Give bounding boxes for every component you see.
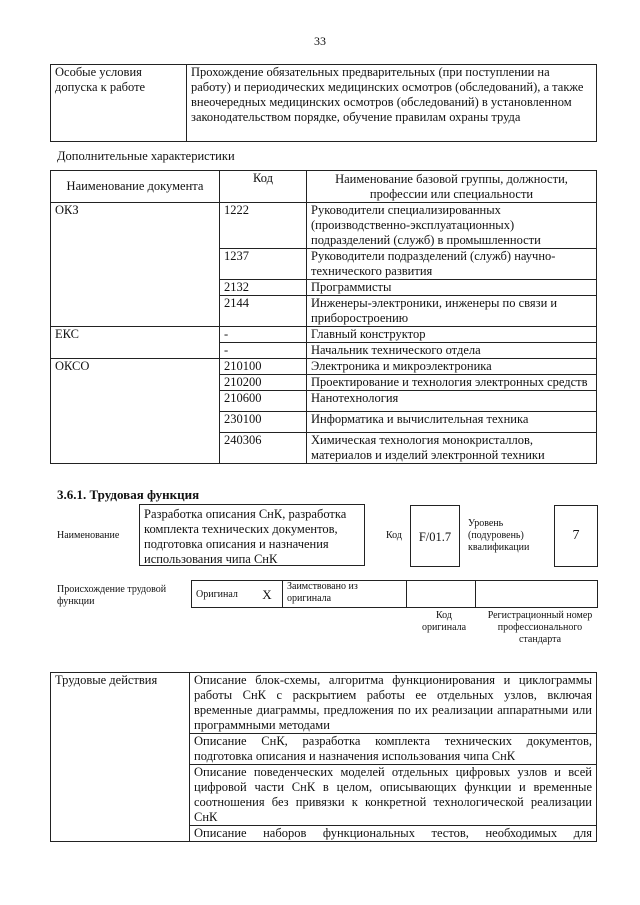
code-cell: - xyxy=(220,343,307,359)
name-cell: Нанотехнология xyxy=(307,391,597,412)
special-conditions-text: Прохождение обязательных предварительных (при поступлении на работу) и периодических медицинских осмотров (обследований), а также внеочередных медицинских осмотров (обследований) в установленном законодательством порядке, обучение правилам охраны труда xyxy=(187,65,597,142)
special-conditions-table xyxy=(50,64,597,142)
original-code-cell xyxy=(407,581,476,608)
labor-action-item: Описание СнК, разработка комплекта технических документов, подготовка описания и назначения использования чипа СнК xyxy=(190,734,597,765)
borrowed-label: Заимствовано из оригинала xyxy=(283,581,407,608)
name-cell: Руководители специализированных (производственно-эксплуатационных) подразделений (служб) в промышленности xyxy=(307,203,597,249)
labor-actions-table xyxy=(50,672,597,842)
labor-function-title: 3.6.1. Трудовая функция xyxy=(57,487,200,502)
name-cell: Информатика и вычислительная техника xyxy=(307,412,597,433)
name-cell: Химическая технология монокристаллов, материалов и изделий электронной техники xyxy=(307,433,597,464)
function-code-box: F/01.7 xyxy=(410,505,460,567)
qualification-level-label: Уровень (подуровень) квалификации xyxy=(468,518,530,553)
table-row xyxy=(51,673,597,734)
code-cell: 2144 xyxy=(220,296,307,327)
header-document: Наименование документа xyxy=(51,171,220,203)
table-row xyxy=(51,327,597,343)
table-row xyxy=(51,203,597,249)
qualification-level-box: 7 xyxy=(554,505,598,567)
name-cell: Руководители подразделений (служб) научно-технического развития xyxy=(307,249,597,280)
code-cell: 210100 xyxy=(220,359,307,375)
name-cell: Главный конструктор xyxy=(307,327,597,343)
name-cell: Инженеры-электроники, инженеры по связи и приборостроению xyxy=(307,296,597,327)
page-number: 33 xyxy=(314,34,326,48)
original-label: Оригинал xyxy=(192,581,253,608)
registration-number-caption: Регистрационный номер профессионального стандарта xyxy=(487,610,593,645)
code-label: Код xyxy=(386,530,402,541)
labor-action-item: Описание блок-схемы, алгоритма функционирования и циклограммы работы СнК с раскрытием работы ее отдельных узлов, включая временные диаграммы, предложения по их реализации аппаратными или программными методами xyxy=(190,673,597,734)
name-cell: Начальник технического отдела xyxy=(307,343,597,359)
labor-action-item: Описание поведенческих моделей отдельных цифровых узлов и всей цифровой части СнК в целом, описывающих функции и временные соотношения без привязки к конкретной технологической реализации СнК xyxy=(190,765,597,826)
doc-okso: ОКСО xyxy=(51,359,220,464)
special-conditions-label: Особые условия допуска к работе xyxy=(51,65,187,142)
code-cell: 240306 xyxy=(220,433,307,464)
name-cell: Программисты xyxy=(307,280,597,296)
name-label: Наименование xyxy=(57,530,120,541)
code-cell: - xyxy=(220,327,307,343)
registration-number-cell xyxy=(476,581,598,608)
code-cell: 210200 xyxy=(220,375,307,391)
additional-characteristics-table xyxy=(50,170,597,464)
table-row xyxy=(51,359,597,375)
doc-okz: ОКЗ xyxy=(51,203,220,327)
labor-action-item: Описание наборов функциональных тестов, необходимых для xyxy=(190,826,597,842)
original-mark: X xyxy=(252,581,283,608)
additional-characteristics-title: Дополнительные характеристики xyxy=(57,149,235,163)
doc-eks: ЕКС xyxy=(51,327,220,359)
name-cell: Электроника и микроэлектроника xyxy=(307,359,597,375)
function-name-box: Разработка описания СнК, разработка комплекта технических документов, подготовка описания и назначения использования чипа СнК xyxy=(139,504,365,566)
code-cell: 210600 xyxy=(220,391,307,412)
labor-actions-label: Трудовые действия xyxy=(51,673,190,842)
header-name: Наименование базовой группы, должности, профессии или специальности xyxy=(307,171,597,203)
code-cell: 2132 xyxy=(220,280,307,296)
code-cell: 1222 xyxy=(220,203,307,249)
origin-label: Происхождение трудовой функции xyxy=(57,584,167,607)
name-cell: Проектирование и технология электронных средств xyxy=(307,375,597,391)
original-code-caption: Код оригинала xyxy=(421,610,467,633)
code-cell: 230100 xyxy=(220,412,307,433)
header-code: Код xyxy=(220,171,307,203)
code-cell: 1237 xyxy=(220,249,307,280)
origin-table xyxy=(191,580,598,608)
